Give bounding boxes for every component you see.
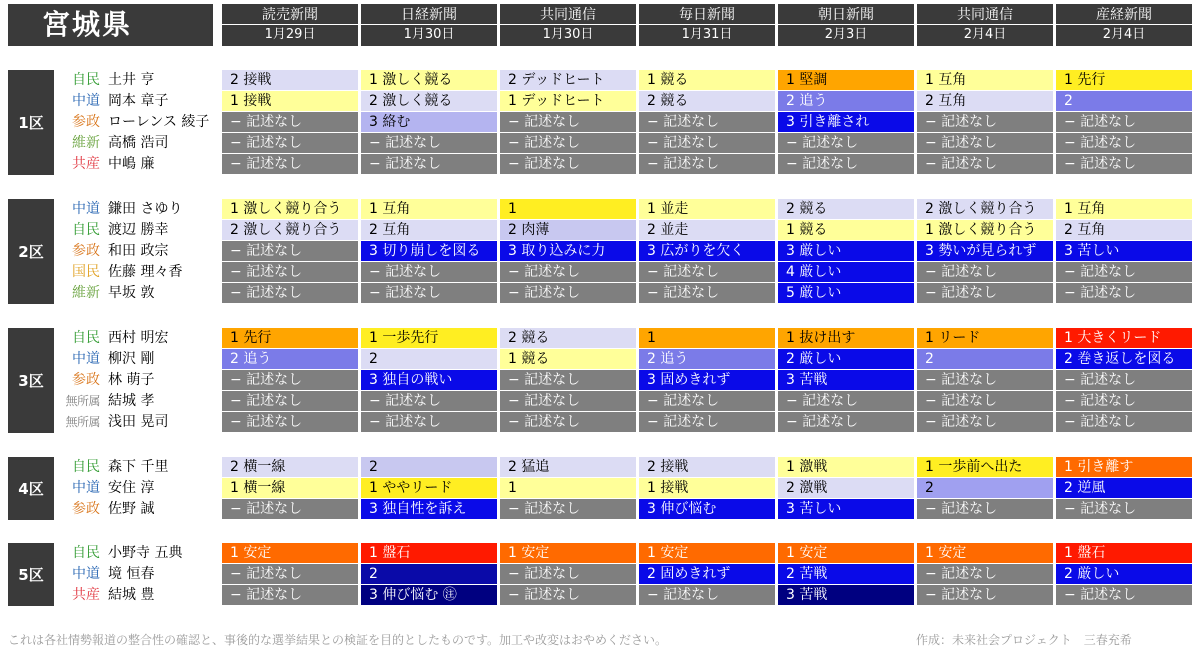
assessment-cell: − 記述なし: [1056, 585, 1192, 605]
party-label: 中道: [72, 201, 100, 217]
assessment-cell: 1 大きくリード: [1056, 328, 1192, 348]
assessment-cell: 1 競る: [639, 70, 775, 90]
party-label: 共産: [72, 587, 100, 603]
assessment-cell: − 記述なし: [917, 585, 1053, 605]
assessment-cell: − 記述なし: [500, 283, 636, 303]
assessment-cell: 2 肉薄: [500, 220, 636, 240]
party-label: 自民: [72, 222, 100, 238]
assessment-cell: − 記述なし: [500, 370, 636, 390]
assessment-cell: − 記述なし: [778, 412, 914, 432]
newspaper-name: 日経新聞: [361, 4, 497, 25]
assessment-cell: 1 激戦: [778, 457, 914, 477]
candidate-name: 岡本 章子: [108, 93, 169, 109]
assessment-cell: − 記述なし: [778, 133, 914, 153]
assessment-cell: 1 競る: [500, 349, 636, 369]
assessment-cell: 1 盤石: [1056, 543, 1192, 563]
assessment-cell: 1 先行: [222, 328, 358, 348]
assessment-cell: − 記述なし: [1056, 391, 1192, 411]
party-label: 自民: [72, 459, 100, 475]
column-header: [1056, 4, 1192, 46]
assessment-cell: 2 厳しい: [1056, 564, 1192, 584]
newspaper-name: 毎日新聞: [639, 4, 775, 25]
assessment-cell: 1 抜け出す: [778, 328, 914, 348]
candidate-name: 早坂 敦: [108, 285, 155, 301]
assessment-cell: 2 追う: [639, 349, 775, 369]
column-header: [222, 4, 358, 46]
party-label: 維新: [72, 285, 100, 301]
assessment-cell: − 記述なし: [361, 391, 497, 411]
assessment-cell: 1 安定: [222, 543, 358, 563]
party-label: 維新: [72, 135, 100, 151]
assessment-cell: 1: [639, 328, 775, 348]
assessment-cell: 2 激しく競り合う: [222, 220, 358, 240]
assessment-cell: 2 互角: [361, 220, 497, 240]
assessment-cell: − 記述なし: [361, 154, 497, 174]
assessment-cell: − 記述なし: [500, 585, 636, 605]
assessment-cell: 2 並走: [639, 220, 775, 240]
assessment-cell: − 記述なし: [222, 154, 358, 174]
assessment-cell: − 記述なし: [222, 499, 358, 519]
assessment-cell: 2 競る: [778, 199, 914, 219]
assessment-cell: − 記述なし: [917, 412, 1053, 432]
assessment-cell: 1 一歩先行: [361, 328, 497, 348]
assessment-cell: − 記述なし: [361, 133, 497, 153]
assessment-cell: − 記述なし: [500, 262, 636, 282]
report-date: 2月3日: [824, 27, 868, 42]
column-header: [917, 4, 1053, 46]
candidate-name: 浅田 晃司: [108, 414, 169, 430]
assessment-cell: − 記述なし: [917, 564, 1053, 584]
assessment-cell: 2 猛追: [500, 457, 636, 477]
assessment-cell: − 記述なし: [500, 412, 636, 432]
assessment-cell: 3 切り崩しを図る: [361, 241, 497, 261]
assessment-cell: 3 独自性を訴え: [361, 499, 497, 519]
assessment-cell: − 記述なし: [917, 262, 1053, 282]
assessment-cell: − 記述なし: [222, 283, 358, 303]
assessment-cell: 1 一歩前へ出た: [917, 457, 1053, 477]
assessment-cell: 2 固めきれず: [639, 564, 775, 584]
assessment-cell: 3 取り込みに力: [500, 241, 636, 261]
assessment-cell: 3 苦戦: [778, 585, 914, 605]
assessment-cell: 2 追う: [778, 91, 914, 111]
assessment-cell: 3 伸び悩む ㊟: [361, 585, 497, 605]
assessment-cell: 1 接戦: [222, 91, 358, 111]
party-label: 参政: [72, 243, 100, 259]
candidate-name: 小野寺 五典: [108, 545, 183, 561]
assessment-cell: 3 苦しい: [778, 499, 914, 519]
assessment-cell: 2: [361, 457, 497, 477]
assessment-cell: − 記述なし: [639, 154, 775, 174]
assessment-cell: 2 接戦: [222, 70, 358, 90]
assessment-cell: − 記述なし: [500, 154, 636, 174]
assessment-cell: 1 先行: [1056, 70, 1192, 90]
report-date: 1月29日: [264, 27, 316, 42]
candidate-name: 鎌田 さゆり: [108, 201, 183, 217]
party-label: 無所属: [65, 415, 100, 429]
assessment-cell: 2 巻き返しを図る: [1056, 349, 1192, 369]
assessment-cell: 2 横一線: [222, 457, 358, 477]
assessment-cell: − 記述なし: [222, 112, 358, 132]
assessment-cell: 3 絡む: [361, 112, 497, 132]
assessment-cell: 2 逆風: [1056, 478, 1192, 498]
assessment-cell: 2 激戦: [778, 478, 914, 498]
assessment-cell: 2 互角: [917, 91, 1053, 111]
candidate-name: 林 萌子: [108, 372, 155, 388]
assessment-cell: − 記述なし: [639, 262, 775, 282]
district-label: 5区: [8, 543, 54, 606]
candidate-name: 境 恒春: [108, 566, 155, 582]
assessment-cell: − 記述なし: [639, 133, 775, 153]
assessment-cell: 1 堅調: [778, 70, 914, 90]
assessment-cell: − 記述なし: [639, 412, 775, 432]
assessment-cell: − 記述なし: [222, 262, 358, 282]
assessment-cell: − 記述なし: [639, 391, 775, 411]
assessment-cell: − 記述なし: [1056, 499, 1192, 519]
assessment-cell: 1 互角: [361, 199, 497, 219]
assessment-cell: 2 デッドヒート: [500, 70, 636, 90]
assessment-cell: − 記述なし: [917, 499, 1053, 519]
candidate-name: 高橋 浩司: [108, 135, 169, 151]
assessment-cell: − 記述なし: [222, 133, 358, 153]
assessment-cell: 3 広がりを欠く: [639, 241, 775, 261]
assessment-cell: − 記述なし: [500, 499, 636, 519]
newspaper-name: 共同通信: [917, 4, 1053, 25]
party-label: 参政: [72, 114, 100, 130]
assessment-cell: 2 互角: [1056, 220, 1192, 240]
party-label: 自民: [72, 330, 100, 346]
assessment-cell: 5 厳しい: [778, 283, 914, 303]
party-label: 共産: [72, 156, 100, 172]
assessment-cell: − 記述なし: [1056, 370, 1192, 390]
assessment-cell: − 記述なし: [1056, 154, 1192, 174]
assessment-cell: − 記述なし: [361, 412, 497, 432]
assessment-cell: 1 ややリード: [361, 478, 497, 498]
column-header: [361, 4, 497, 46]
column-header: [500, 4, 636, 46]
assessment-cell: − 記述なし: [917, 154, 1053, 174]
assessment-cell: 3 苦戦: [778, 370, 914, 390]
party-label: 国民: [72, 264, 100, 280]
assessment-cell: − 記述なし: [1056, 262, 1192, 282]
district-label: 2区: [8, 199, 54, 304]
assessment-cell: − 記述なし: [222, 585, 358, 605]
assessment-cell: − 記述なし: [222, 241, 358, 261]
assessment-cell: 1 引き離す: [1056, 457, 1192, 477]
assessment-cell: − 記述なし: [500, 133, 636, 153]
assessment-cell: 3 独自の戦い: [361, 370, 497, 390]
assessment-cell: 1 盤石: [361, 543, 497, 563]
assessment-cell: 2: [917, 478, 1053, 498]
candidate-name: 森下 千里: [108, 459, 169, 475]
newspaper-name: 共同通信: [500, 4, 636, 25]
assessment-cell: 2 競る: [500, 328, 636, 348]
assessment-cell: 2: [1056, 91, 1192, 111]
assessment-cell: − 記述なし: [639, 283, 775, 303]
candidate-name: 結城 孝: [108, 393, 155, 409]
party-label: 参政: [72, 372, 100, 388]
newspaper-name: 産経新聞: [1056, 4, 1192, 25]
assessment-cell: 2 競る: [639, 91, 775, 111]
district-label: 4区: [8, 457, 54, 520]
assessment-cell: − 記述なし: [500, 112, 636, 132]
party-label: 中道: [72, 480, 100, 496]
assessment-cell: 3 固めきれず: [639, 370, 775, 390]
party-label: 中道: [72, 566, 100, 582]
assessment-cell: − 記述なし: [1056, 133, 1192, 153]
assessment-cell: 2 激しく競る: [361, 91, 497, 111]
assessment-cell: − 記述なし: [222, 564, 358, 584]
candidate-name: 安住 淳: [108, 480, 155, 496]
assessment-cell: 4 厳しい: [778, 262, 914, 282]
assessment-cell: 1 安定: [500, 543, 636, 563]
candidate-name: 結城 豊: [108, 587, 155, 603]
assessment-cell: 1 安定: [778, 543, 914, 563]
candidate-name: 柳沢 剛: [108, 351, 155, 367]
party-label: 自民: [72, 545, 100, 561]
assessment-cell: − 記述なし: [917, 391, 1053, 411]
assessment-cell: − 記述なし: [1056, 112, 1192, 132]
assessment-cell: 1 激しく競る: [361, 70, 497, 90]
candidate-name: 佐藤 理々香: [108, 264, 183, 280]
assessment-cell: − 記述なし: [917, 112, 1053, 132]
report-date: 1月30日: [542, 27, 594, 42]
assessment-cell: − 記述なし: [361, 262, 497, 282]
assessment-cell: − 記述なし: [917, 283, 1053, 303]
assessment-cell: − 記述なし: [361, 283, 497, 303]
assessment-cell: 2: [361, 349, 497, 369]
assessment-cell: 1 激しく競り合う: [222, 199, 358, 219]
report-date: 2月4日: [963, 27, 1007, 42]
assessment-cell: 1 安定: [639, 543, 775, 563]
footer-credit: 作成：未来社会プロジェクト 三春充希: [916, 633, 1132, 647]
assessment-cell: 2 激しく競り合う: [917, 199, 1053, 219]
assessment-cell: − 記述なし: [500, 564, 636, 584]
assessment-cell: 1 安定: [917, 543, 1053, 563]
candidate-name: 中嶋 廉: [108, 156, 155, 172]
column-header: [778, 4, 914, 46]
candidate-name: 西村 明宏: [108, 330, 169, 346]
assessment-cell: 1 互角: [917, 70, 1053, 90]
assessment-cell: 3 厳しい: [778, 241, 914, 261]
assessment-cell: 2 接戦: [639, 457, 775, 477]
assessment-cell: 1: [500, 199, 636, 219]
assessment-cell: − 記述なし: [639, 112, 775, 132]
assessment-cell: 2 苦戦: [778, 564, 914, 584]
assessment-cell: − 記述なし: [222, 412, 358, 432]
candidate-name: 佐野 誠: [108, 501, 155, 517]
report-date: 1月30日: [403, 27, 455, 42]
report-date: 2月4日: [1102, 27, 1146, 42]
candidate-name: ローレンス 綾子: [108, 114, 210, 130]
assessment-cell: 1 デッドヒート: [500, 91, 636, 111]
assessment-cell: 1 接戦: [639, 478, 775, 498]
district-label: 3区: [8, 328, 54, 433]
candidate-name: 渡辺 勝幸: [108, 222, 169, 238]
assessment-cell: 1 互角: [1056, 199, 1192, 219]
assessment-cell: 1 激しく競り合う: [917, 220, 1053, 240]
assessment-cell: 3 勢いが見られず: [917, 241, 1053, 261]
assessment-cell: 3 引き離され: [778, 112, 914, 132]
assessment-cell: − 記述なし: [222, 370, 358, 390]
report-date: 1月31日: [681, 27, 733, 42]
district-label: 1区: [8, 70, 54, 175]
assessment-cell: 1 リード: [917, 328, 1053, 348]
newspaper-name: 読売新聞: [222, 4, 358, 25]
assessment-cell: 2 追う: [222, 349, 358, 369]
assessment-cell: − 記述なし: [778, 154, 914, 174]
assessment-cell: − 記述なし: [500, 391, 636, 411]
prefecture-title: 宮城県: [8, 4, 213, 46]
assessment-cell: 1 競る: [778, 220, 914, 240]
newspaper-name: 朝日新聞: [778, 4, 914, 25]
assessment-cell: − 記述なし: [222, 391, 358, 411]
assessment-cell: − 記述なし: [917, 133, 1053, 153]
assessment-cell: 3 苦しい: [1056, 241, 1192, 261]
assessment-cell: 3 伸び悩む: [639, 499, 775, 519]
assessment-cell: 2: [917, 349, 1053, 369]
party-label: 無所属: [65, 394, 100, 408]
candidate-name: 土井 亨: [108, 72, 155, 88]
assessment-cell: − 記述なし: [778, 391, 914, 411]
assessment-cell: − 記述なし: [917, 370, 1053, 390]
assessment-cell: − 記述なし: [639, 585, 775, 605]
assessment-cell: 2 厳しい: [778, 349, 914, 369]
footer-note: これは各社情勢報道の整合性の確認と、事後的な選挙結果との検証を目的としたものです。加工や改変はおやめください。: [8, 633, 668, 647]
column-header: [639, 4, 775, 46]
party-label: 中道: [72, 351, 100, 367]
party-label: 参政: [72, 501, 100, 517]
assessment-cell: 1 並走: [639, 199, 775, 219]
assessment-cell: 1: [500, 478, 636, 498]
party-label: 自民: [72, 72, 100, 88]
assessment-cell: − 記述なし: [1056, 412, 1192, 432]
candidate-name: 和田 政宗: [108, 243, 169, 259]
assessment-cell: 1 横一線: [222, 478, 358, 498]
party-label: 中道: [72, 93, 100, 109]
assessment-cell: 2: [361, 564, 497, 584]
assessment-cell: − 記述なし: [1056, 283, 1192, 303]
